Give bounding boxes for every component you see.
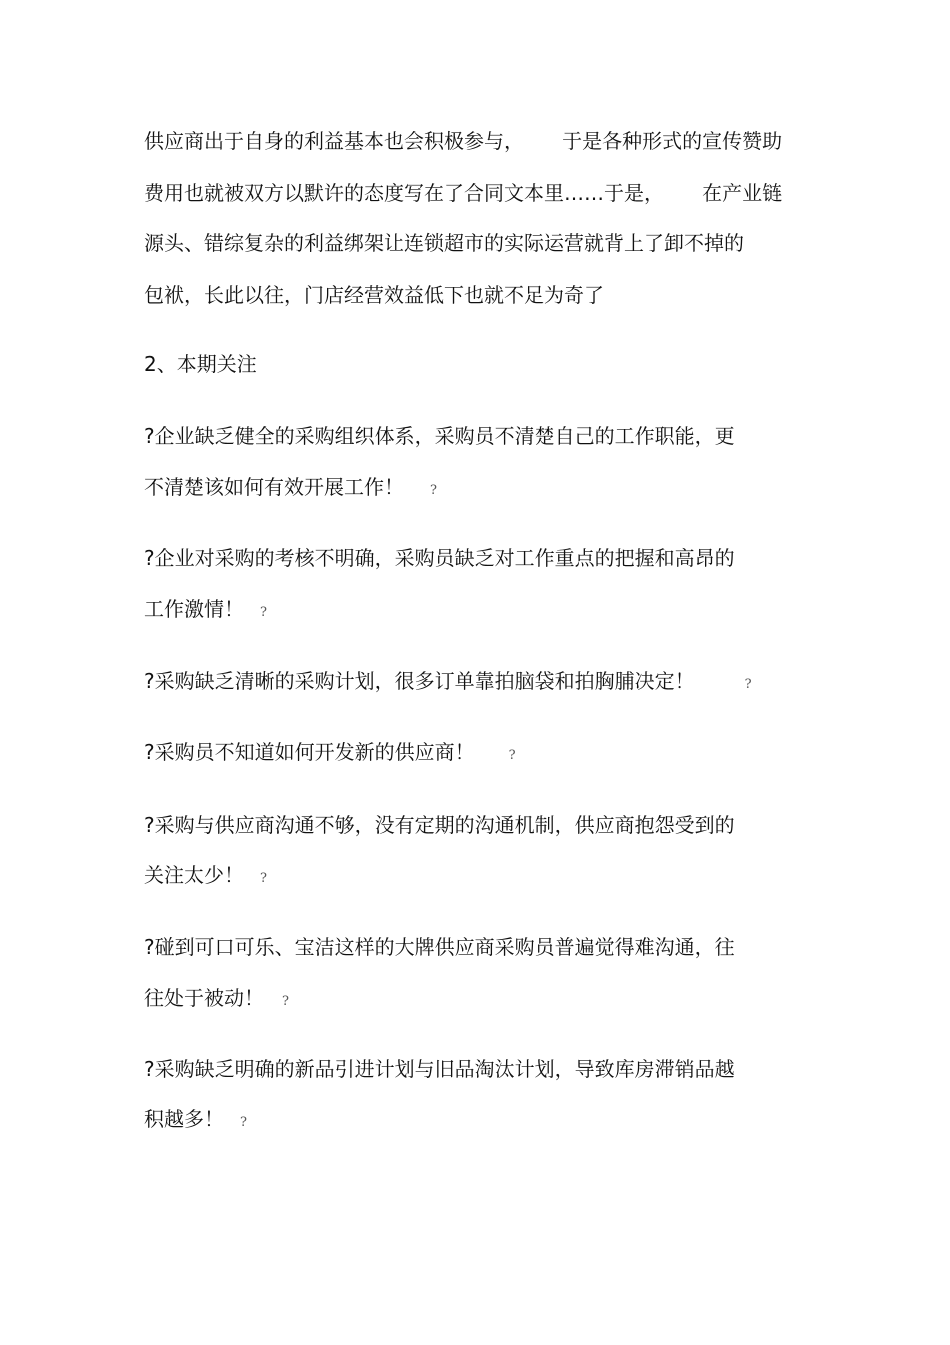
- list-item-line: 工作激情！ ?: [144, 596, 267, 626]
- paragraph-line: 费用也就被双方以默许的态度写在了合同文本里……于是， 在产业链: [144, 181, 783, 205]
- list-item-line: ?采购缺乏清晰的采购计划，很多订单靠拍脑袋和拍胸脯决定！ ?: [144, 668, 752, 698]
- list-item-line: ?企业对采购的考核不明确，采购员缺乏对工作重点的把握和高昂的: [144, 546, 735, 570]
- question-mark-glyph: ?: [260, 871, 267, 886]
- question-mark-glyph: ?: [260, 605, 267, 620]
- paragraph-line: 源头、错综复杂的利益绑架让连锁超市的实际运营就背上了卸不掉的: [144, 231, 744, 255]
- list-item-line: ?采购缺乏明确的新品引进计划与旧品淘汰计划，导致库房滞销品越: [144, 1057, 735, 1081]
- question-mark-glyph: ?: [508, 748, 516, 763]
- list-item-line: ?企业缺乏健全的采购组织体系，采购员不清楚自己的工作职能，更: [144, 424, 735, 448]
- section-heading: 2、本期关注: [144, 352, 257, 376]
- question-mark-glyph: ?: [282, 994, 289, 1009]
- list-item-line: ?碰到可口可乐、宝洁这样的大牌供应商采购员普遍觉得难沟通，往: [144, 935, 735, 959]
- list-item-line: ?采购员不知道如何开发新的供应商！ ?: [144, 739, 516, 769]
- paragraph-line: 供应商出于自身的利益基本也会积极参与， 于是各种形式的宣传赞助: [144, 129, 783, 153]
- list-item-line: ?采购与供应商沟通不够，没有定期的沟通机制，供应商抱怨受到的: [144, 813, 735, 837]
- question-mark-glyph: ?: [744, 677, 752, 692]
- paragraph-line: 包袱，长此以往，门店经营效益低下也就不足为奇了: [144, 283, 604, 307]
- list-item-line: 不清楚该如何有效开展工作！ ?: [144, 474, 437, 504]
- question-mark-glyph: ?: [430, 483, 437, 498]
- question-mark-glyph: ?: [240, 1115, 247, 1130]
- list-item-line: 积越多！ ?: [144, 1106, 247, 1136]
- list-item-line: 关注太少！ ?: [144, 862, 267, 892]
- list-item-line: 往处于被动！ ?: [144, 985, 289, 1015]
